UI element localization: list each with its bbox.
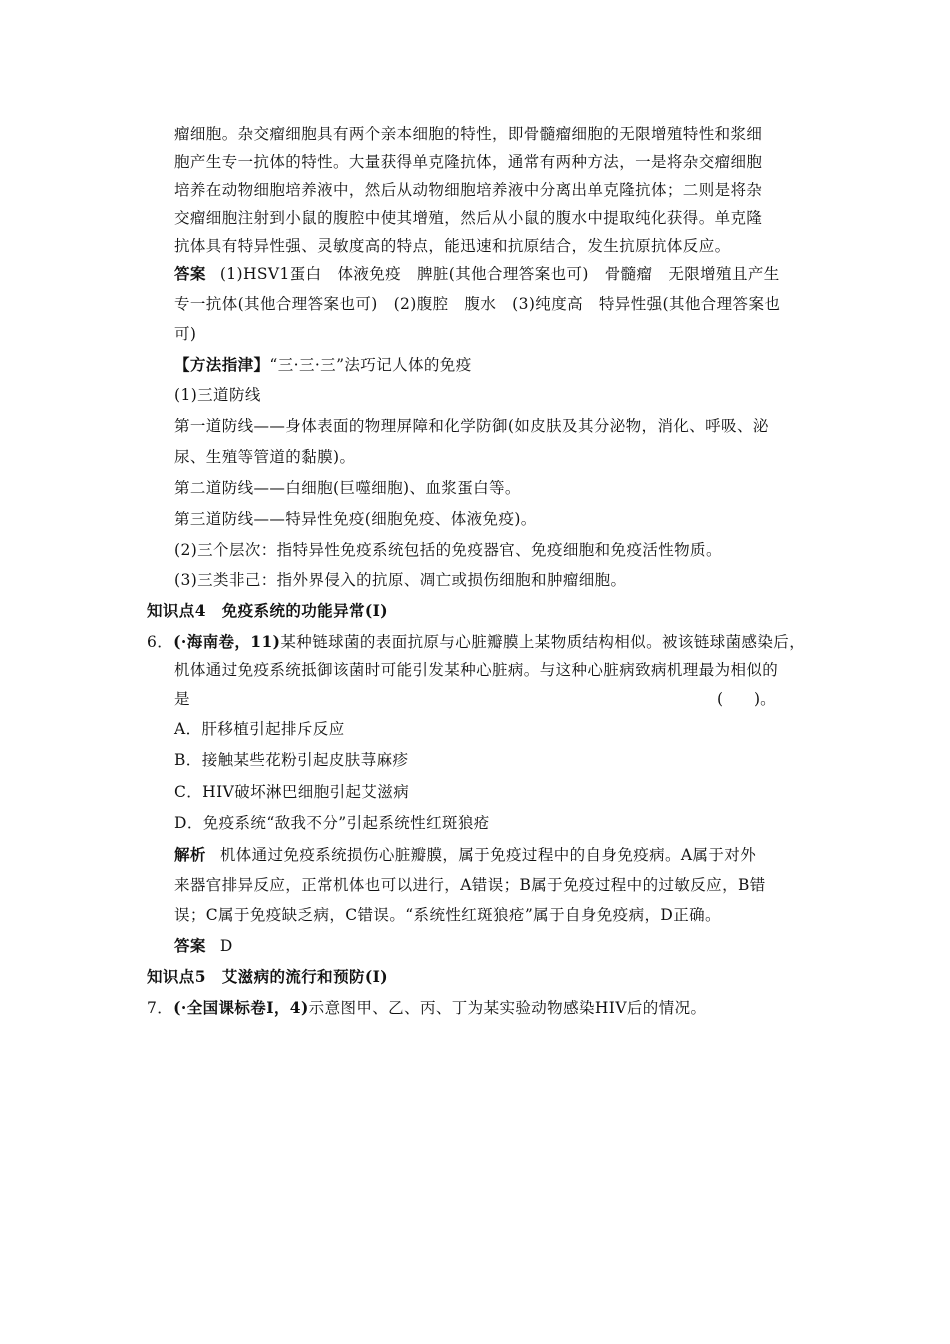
answer-6-value: D	[219, 937, 233, 955]
analysis-line-3: 误；C属于免疫缺乏病，C错误。“系统性红斑狼疮”属于自身免疫病，D正确。	[174, 906, 721, 924]
question-6-line-1	[147, 632, 805, 652]
method-line-2: 第一道防线——身体表面的物理屏障和化学防御(如皮肤及其分泌物，消化、呼吸、泌	[174, 417, 769, 435]
explanation-line-1: 瘤细胞。杂交瘤细胞具有两个亲本细胞的特性，即骨髓瘤细胞的无限增殖特性和浆细	[174, 125, 763, 143]
option-b: B．接触某些花粉引起皮肤荨麻疹	[174, 751, 409, 769]
knowledge-point-5-title: 知识点5 艾滋病的流行和预防(Ⅰ)	[147, 967, 389, 986]
explanation-line-3: 培养在动物细胞培养液中，然后从动物细胞培养液中分离出单克隆抗体；二则是将杂	[174, 181, 763, 199]
method-line-7: (3)三类非己：指外界侵入的抗原、凋亡或损伤细胞和肿瘤细胞。	[174, 571, 627, 589]
answer-5-line-2: 专一抗体(其他合理答案也可) (2)腹腔 腹水 (3)纯度高 特异性强(其他合理答案也	[174, 295, 781, 313]
option-d: D．免疫系统“敌我不分”引起系统性红斑狼疮	[174, 814, 490, 832]
question-6-source: (·海南卷，11)	[173, 632, 281, 651]
question-7-number: 7．	[147, 999, 174, 1017]
question-6-number: 6．	[147, 633, 174, 651]
method-line-3: 尿、生殖等管道的黏膜)。	[174, 448, 356, 466]
question-6-text-1: 某种链球菌的表面抗原与心脏瓣膜上某物质结构相似。被该链球菌感染后，	[280, 633, 806, 651]
question-6-line-3: 是	[174, 690, 190, 708]
analysis-label: 解析	[174, 845, 206, 864]
option-a: A．肝移植引起排斥反应	[174, 720, 345, 738]
method-line-5: 第三道防线——特异性免疫(细胞免疫、体液免疫)。	[174, 510, 537, 528]
explanation-line-5: 抗体具有特异性强、灵敏度高的特点，能迅速和抗原结合，发生抗原抗体反应。	[174, 237, 731, 255]
method-heading	[174, 355, 472, 375]
analysis-line-1	[174, 845, 756, 865]
answer-6-label: 答案	[174, 936, 206, 955]
question-7-line	[147, 998, 706, 1018]
answer-label: 答案	[174, 264, 206, 283]
answer-5-text-1: (1)HSV1蛋白 体液免疫 脾脏(其他合理答案也可) 骨髓瘤 无限增殖且产生	[219, 265, 780, 283]
explanation-line-4: 交瘤细胞注射到小鼠的腹腔中使其增殖，然后从小鼠的腹水中提取纯化获得。单克隆	[174, 209, 763, 227]
method-line-6: (2)三个层次：指特异性免疫系统包括的免疫器官、免疫细胞和免疫活性物质。	[174, 541, 722, 559]
answer-6-line	[174, 936, 233, 956]
method-line-4: 第二道防线——白细胞(巨噬细胞)、血浆蛋白等。	[174, 479, 521, 497]
question-6-line-2: 机体通过免疫系统抵御该菌时可能引发某种心脏病。与这种心脏病致病机理最为相似的	[174, 661, 779, 679]
answer-blank: ( )。	[717, 690, 776, 708]
question-7-source: (·全国课标卷Ⅰ，4)	[173, 998, 309, 1017]
knowledge-point-4-title: 知识点4 免疫系统的功能异常(Ⅰ)	[147, 601, 389, 620]
analysis-text-1: 机体通过免疫系统损伤心脏瓣膜，属于免疫过程中的自身免疫病。A属于对外	[219, 846, 757, 864]
explanation-line-2: 胞产生专一抗体的特性。大量获得单克隆抗体，通常有两种方法，一是将杂交瘤细胞	[174, 153, 763, 171]
method-line-1: (1)三道防线	[174, 386, 261, 404]
analysis-line-2: 来器官排异反应，正常机体也可以进行，A错误；B属于免疫过程中的过敏反应，B错	[174, 876, 766, 894]
method-label: 【方法指津】	[174, 355, 270, 374]
answer-5-line-1	[174, 264, 780, 284]
question-7-text: 示意图甲、乙、丙、丁为某实验动物感染HIV后的情况。	[308, 999, 707, 1017]
option-c: C．HIV破坏淋巴细胞引起艾滋病	[174, 783, 410, 801]
answer-5-line-3: 可)	[174, 325, 197, 343]
method-title: “三·三·三”法巧记人体的免疫	[269, 356, 472, 374]
